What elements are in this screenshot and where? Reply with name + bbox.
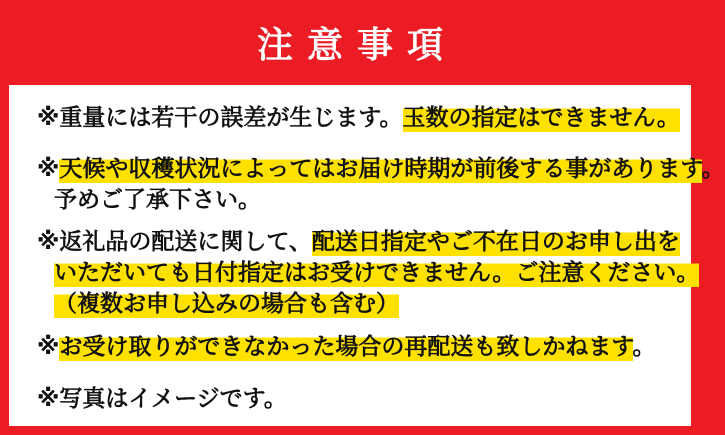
text-segment: 。 <box>632 333 656 359</box>
notice-line <box>37 288 685 319</box>
highlighted-text-segment: 天候や収穫状況によってはお届け時期が前後する事があります <box>59 155 702 181</box>
notice-line <box>37 153 725 184</box>
notice-body <box>9 85 725 426</box>
highlighted-text-segment: （複数お申し込みの場合も含む） <box>54 290 399 316</box>
text-segment: 予めご了承下さい。 <box>54 186 261 212</box>
notice-item-redelivery <box>37 331 685 362</box>
text-segment: ※ <box>37 155 60 181</box>
notice-line <box>37 184 685 215</box>
highlighted-text-segment: いただいても日付指定はお受けできません。ご注意ください。 <box>54 259 700 285</box>
text-segment: ※ <box>37 333 60 359</box>
notice-line <box>37 257 700 288</box>
notice-item-weather <box>37 153 725 215</box>
highlighted-text-segment: お受け取りができなかった場合の再配送も致しかねます <box>59 333 633 359</box>
notice-item-delivery <box>37 226 700 319</box>
highlighted-text-segment: 配送日指定やご不在日のお申し出を <box>311 228 680 254</box>
notice-item-photo <box>37 383 685 414</box>
highlighted-text-segment: 玉数の指定はできません。 <box>402 104 680 130</box>
page-title: 注意事項 <box>256 24 457 65</box>
text-segment: ※返礼品の配送に関して、 <box>37 228 312 254</box>
text-segment: ※重量には若干の誤差が生じます。 <box>37 104 403 130</box>
notice-line <box>37 226 685 257</box>
notice-header-banner <box>0 0 700 85</box>
notice-item-weight <box>37 102 685 133</box>
notice-line <box>37 383 685 414</box>
text-segment: 。 <box>701 155 725 181</box>
text-segment: ※写真はイメージです。 <box>37 385 287 411</box>
notice-line <box>37 331 685 362</box>
notice-line <box>37 102 685 133</box>
